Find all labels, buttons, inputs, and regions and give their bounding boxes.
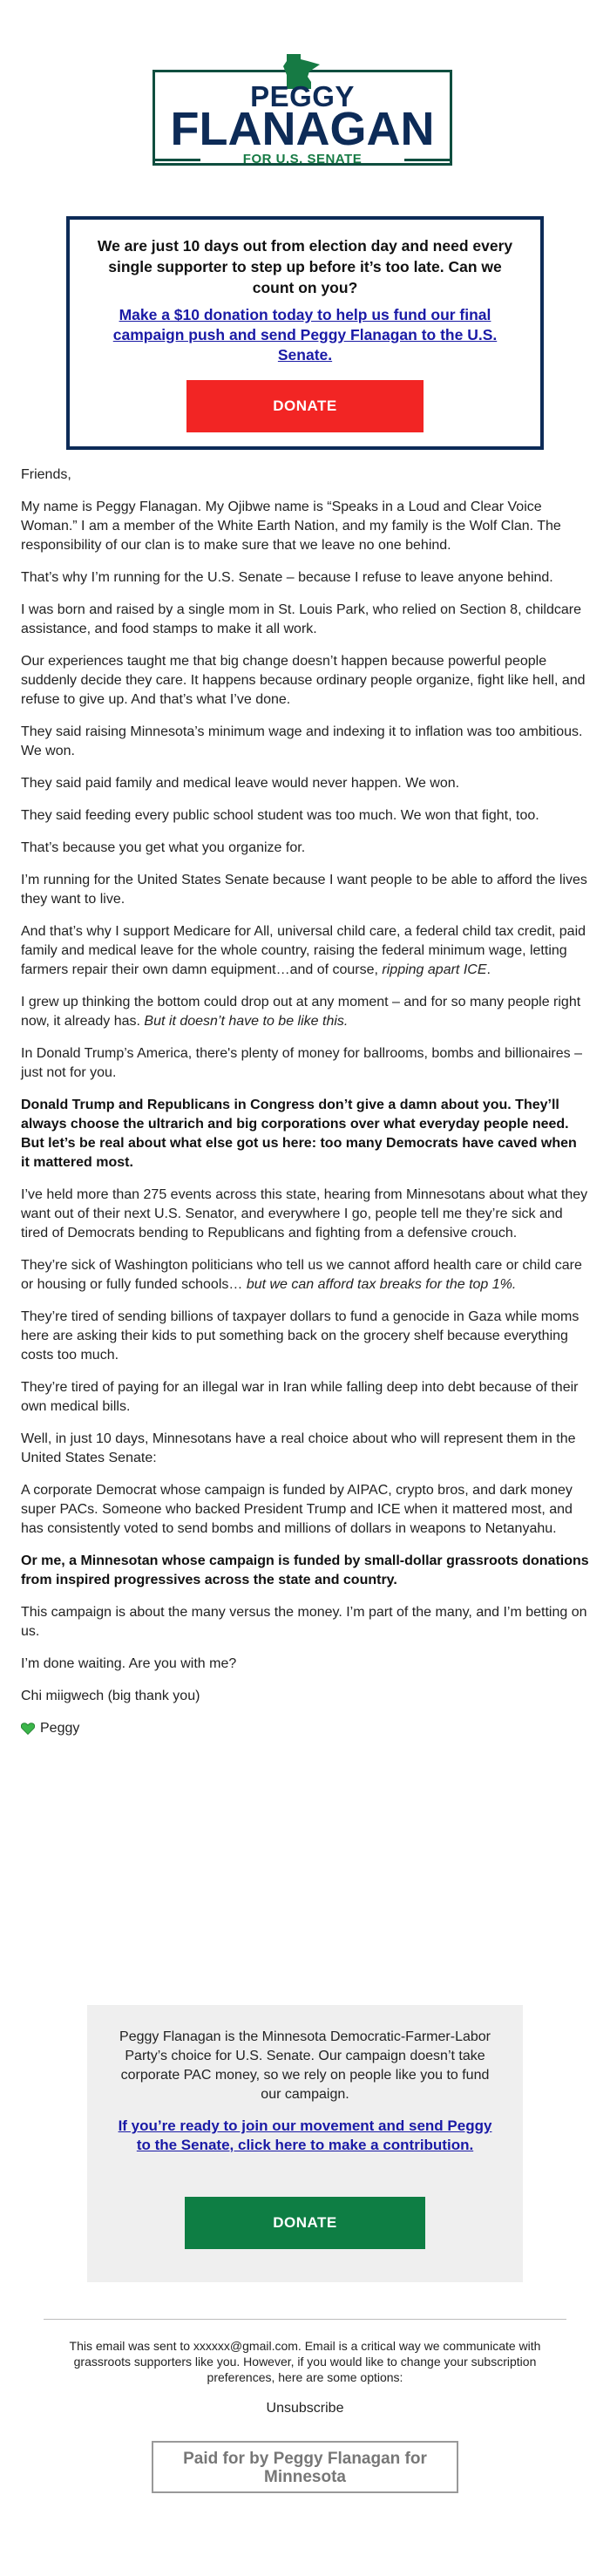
paragraph xyxy=(21,922,589,980)
paragraph: They said raising Minnesota’s minimum wage and indexing it to inflation was too ambitious. We won. xyxy=(21,724,583,758)
paragraph: They’re tired of sending billions of taxpayer dollars to fund a genocide in Gaza while moms here are asking their kids to put something back on the grocery shelf because everything costs too much. xyxy=(21,1309,580,1363)
paragraph: My name is Peggy Flanagan. My Ojibwe name is “Speaks in a Loud and Clear Voice Woman.” I am a member of the White Earth Nation, and my family is the Wolf Clan. The responsibility of our clan is to make sure that we leave no one behind. xyxy=(21,500,561,553)
paragraph: I was born and raised by a single mom in St. Louis Park, who relied on Section 8, childcare assistance, and food stamps to make it all work. xyxy=(21,602,581,636)
paragraph: They’re tired of paying for an illegal war in Iran while falling deep into debt because of their own medical bills. xyxy=(21,1380,579,1414)
donate-button-bottom[interactable]: DONATE xyxy=(185,2197,425,2249)
email-body xyxy=(21,466,589,1751)
paragraph: I’m running for the United States Senate because I want people to be able to afford the lives they want to live. xyxy=(21,873,587,907)
paragraph: Chi miigwech (big thank you) xyxy=(21,1689,200,1703)
paragraph: Our experiences taught me that big change doesn’t happen because powerful people suddenly decide they care. It happens because ordinary people organize, fight like hell, and refuse to give up. And that’s what I’ve done. xyxy=(21,654,586,707)
urgent-callout-box xyxy=(66,216,544,450)
logo-subtitle: FOR U.S. SENATE xyxy=(242,152,363,167)
paragraph: That’s why I’m running for the U.S. Senate – because I refuse to leave anyone behind. xyxy=(21,570,553,585)
paragraph-italic: ripping apart ICE xyxy=(382,962,487,977)
signature-name: Peggy xyxy=(40,1721,80,1736)
paragraph: I’m done waiting. Are you with me? xyxy=(21,1656,237,1671)
callout-text: We are just 10 days out from election day and need every single supporter to step up before it’s too late. Can we count on you? xyxy=(97,237,513,296)
paragraph: A corporate Democrat whose campaign is funded by AIPAC, crypto bros, and dark money super PACs. Someone who backed President Trump and ICE when it mattered most, and has consistently voted to send bombs and millions of dollars in weapons to Netanyahu. xyxy=(21,1483,573,1536)
paragraph-text: . xyxy=(486,962,491,977)
logo-last-name: FLANAGAN xyxy=(170,103,435,155)
campaign-logo xyxy=(152,54,458,169)
paragraph: That’s because you get what you organize for. xyxy=(21,840,306,855)
footer-text: This email was sent to xxxxxx@gmail.com. Email is a critical way we communicate with grassroots supporters like you. However, if you would like to change your subscription preferences, here are some options: xyxy=(69,2339,541,2384)
bold-paragraph: Or me, a Minnesotan whose campaign is funded by small-dollar grassroots donations from inspired progressives across the state and country. xyxy=(21,1553,589,1587)
greeting: Friends, xyxy=(21,467,71,482)
paragraph-text: And that’s why I support Medicare for All, universal child care, a federal child tax credit, paid family and medical leave for the whole country, raising the federal minimum wage, letting farmers repair their own damn equipment…and of course, xyxy=(21,924,586,977)
paragraph: In Donald Trump’s America, there's plenty of money for ballrooms, bombs and billionaires – just not for you. xyxy=(21,1046,582,1080)
unsubscribe-link[interactable]: Unsubscribe xyxy=(266,2401,344,2416)
bold-paragraph: Donald Trump and Republicans in Congress don’t give a damn about you. They’ll always choose the ultrarich and big corporations over what everyday people need. But let’s be real about what else got us here: too many Democrats have caved when it mattered most. xyxy=(21,1098,577,1170)
contribution-text: Peggy Flanagan is the Minnesota Democratic-Farmer-Labor Party’s choice for U.S. Senate. Our campaign doesn’t take corporate PAC money, so we rely on people like you to fund our campaign. xyxy=(119,2029,491,2102)
paragraph xyxy=(21,993,589,1031)
paragraph: I’ve held more than 275 events across this state, hearing from Minnesotans about what they want out of their next U.S. Senator, and everywhere I go, people tell me they’re sick and tired of Democrats bending to Republicans and fighting from a defensive crouch. xyxy=(21,1187,588,1240)
paragraph: They said paid family and medical leave would never happen. We won. xyxy=(21,776,460,791)
paragraph-text: I grew up thinking the bottom could drop out at any moment – and for so many people right now, it already has. xyxy=(21,995,581,1029)
logo-first-name: PEGGY xyxy=(250,80,355,112)
donate-button-top[interactable]: DONATE xyxy=(186,380,424,432)
green-heart-icon xyxy=(21,1723,35,1735)
donate-ten-link[interactable]: Make a $10 donation today to help us fund our final campaign push and send Peggy Flanagan to the U.S. Senate. xyxy=(112,306,498,364)
paragraph: They said feeding every public school student was too much. We won that fight, too. xyxy=(21,808,539,823)
paragraph xyxy=(21,1256,589,1295)
paragraph-text: They’re sick of Washington politicians who tell us we cannot afford health care or child care or housing or fully funded schools… xyxy=(21,1258,582,1292)
paragraph-italic: But it doesn’t have to be like this. xyxy=(144,1014,349,1029)
paid-for-disclaimer: Paid for by Peggy Flanagan for Minnesota xyxy=(152,2441,458,2493)
footer-divider xyxy=(44,2319,566,2320)
paragraph: This campaign is about the many versus the money. I’m part of the many, and I’m betting on us. xyxy=(21,1605,587,1639)
contribution-link[interactable]: If you’re ready to join our movement and send Peggy to the Senate, click here to make a contribution. xyxy=(118,2117,492,2153)
contribution-box xyxy=(87,2005,523,2282)
signature xyxy=(21,1719,589,1738)
paragraph-italic: but we can afford tax breaks for the top 1%. xyxy=(246,1277,517,1292)
paragraph: Well, in just 10 days, Minnesotans have a real choice about who will represent them in the United States Senate: xyxy=(21,1431,576,1465)
